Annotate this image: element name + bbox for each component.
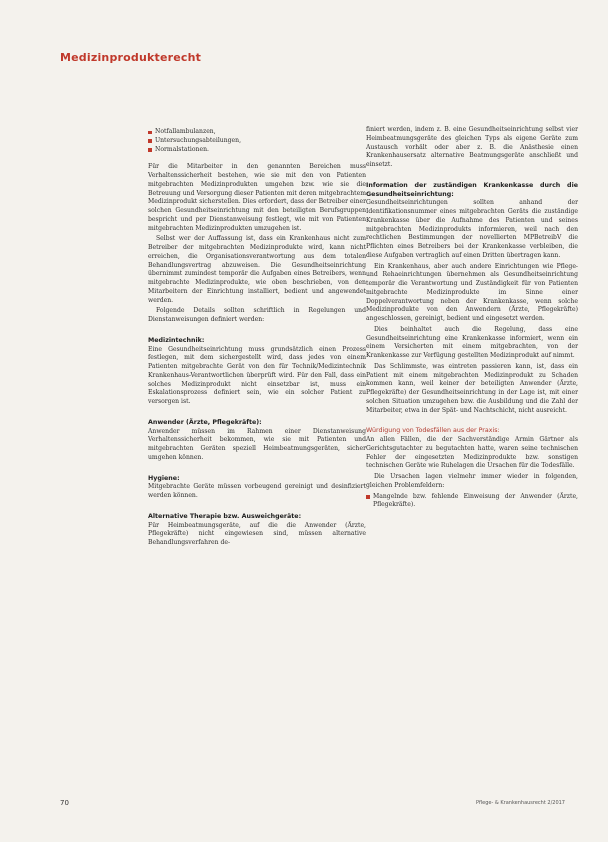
list-item: Untersuchungsabteilungen, (148, 137, 366, 146)
subheading: Anwender (Ärzte, Pflegekräfte): (148, 418, 262, 426)
journal-footer: Pflege- & Krankenhausrecht 2/2017 (476, 800, 565, 806)
paragraph: Für Heimbeatmungsgeräte, auf die die Anwender (Ärzte, Pflegekräfte) nicht eingewiesen sind, müssen alternative Behandlungsverfahren de- (148, 521, 366, 546)
paragraph: Dies beinhaltet auch die Regelung, dass eine Gesundheitseinrichtung eine Krankenkasse informiert, wenn ein einem Versicherten mit einem mitgebrachten, von der Krankenkasse zur Verfügung gestellten Medizinprodukt auf nimmt. (366, 325, 578, 359)
subheading: Alternative Therapie bzw. Ausweichgeräte: (148, 512, 302, 520)
list-item: Normalstationen. (148, 146, 366, 155)
page-number: 70 (60, 799, 69, 807)
bullet-list (366, 493, 578, 511)
paragraph: Anwender müssen im Rahmen einer Dienstanweisung Verhaltenssicherheit bekommen, wie sie mit Patienten und mitgebrachten Geräten speziell Heimbeatmungsgeräten, sicher umgehen können. (148, 427, 366, 461)
paragraph: Die Ursachen lagen vielmehr immer wieder in folgenden, gleichen Problemfeldern: (366, 473, 578, 489)
paragraph: Folgende Details sollten schriftlich in Regelungen und Dienstanweisungen definiert werden: (148, 307, 366, 323)
list-item: Mangelnde bzw. fehlende Einweisung der Anwender (Ärzte, Pflegekräfte). (366, 493, 578, 511)
left-column (148, 128, 366, 550)
paragraph: finiert werden, indem z. B. eine Gesundheitseinrichtung selbst vier Heimbeatmungsgeräte des gleichen Typs als eigene Geräte zum Austausch vorhält oder aber z. B. die Anästhesie einen Krankenhausersatz alternative Beatmungsgeräte anschließt und einsetzt. (366, 126, 578, 168)
right-column (366, 126, 578, 514)
paragraph: An allen Fällen, die der Sachverständige Armin Gärtner als Gerichtsgutachter zu begutachten hatte, waren seine technischen Fehler der eingesetzten Medizinprodukte bzw. sonstigen technischen Geräte wie Ruhelagen die Ursachen für die Todesfälle. (366, 436, 578, 470)
subheading: Würdigung von Todesfällen aus der Praxis: (366, 427, 500, 435)
subheading: Medizintechnik: (148, 336, 205, 344)
subheading: Information der zuständigen Krankenkasse durch die Gesundheitseinrichtung: (366, 181, 578, 198)
list-item: Notfallambulanzen, (148, 128, 366, 137)
paragraph: Eine Gesundheitseinrichtung muss grundsätzlich einen Prozess festlegen, mit dem sichergestellt wird, dass jedes von einem Patienten mitgebrachte Gerät von den für Technik/Medizintechnik Krankenhaus-Verantwortlichen überprüft wird. Für den Fall, dass ein solches Medizinprodukt nicht einsetzbar ist, muss ein Eskalationsprozess definiert sein, wie ein solcher Patient zu versorgen ist. (148, 345, 366, 405)
paragraph: Für die Mitarbeiter in den genannten Bereichen muss Verhaltenssicherheit bestehen, wie sie mit den von Patienten mitgebrachten Medizinprodukten umgehen bzw. wie sie die Betreuung und Versorgung dieser Patienten mit deren mitgebrachtem Medizinprodukt sicherstellen. Dies erfordert, dass der Betreiber einer solchen Gesundheitseinrichtung mit den beteiligten Berufsgruppen bespricht und per Dienstanweisung festlegt, wie mit von Patienten mitgebrachten Medizinprodukten umzugehen ist. (148, 163, 366, 232)
paragraph: Selbst wer der Auffassung ist, dass ein Krankenhaus nicht zum Betreiber der mitgebrachten Medizinprodukte wird, kann nicht erreichen, die Organisationsverantwortung aus dem totalen Behandlungsvertrag abzuweisen. Die Gesundheitseinrichtung übernimmt zumindest temporär die Aufgaben eines Betreibers, wenn mitgebrachte Medizinprodukte, wie oben beschrieben, von den Mitarbeitern der Einrichtung installiert, bedient und angewendet werden. (148, 235, 366, 304)
paragraph: Das Schlimmste, was eintreten passieren kann, ist, dass ein Patient mit einem mitgebrachten Medizinprodukt zu Schaden kommen kann, weil keiner der beteiligten Anwender (Ärzte, Pflegekräfte) der Gesundheitseinrichtung in der Lage ist, mit einer solchen Situation umzugehen bzw. die Ausbildung und die Zahl der Mitarbeiter, etwa in der Spät- und Nachtschicht, nicht ausreicht. (366, 362, 578, 414)
bullet-list (148, 128, 366, 154)
section-title: Medizinprodukterecht (60, 51, 202, 64)
paragraph: Ein Krankenhaus, aber auch andere Einrichtungen wie Pflege- und Rehaeinrichtungen übernehmen als Gesundheitseinrichtung temporär die Verantwortung und Zuständigkeit für von Patienten mitgebrachte Medizinprodukte im Sinne einer Doppelverantwortung neben der Krankenkasse, wenn solche Medizinprodukte von den Anwendern (Ärzte, Pflegekräfte) angeschlossen, gereinigt, bedient und eingesetzt werden. (366, 262, 578, 322)
paragraph: Mitgebrachte Geräte müssen vorbeugend gereinigt und desinfiziert werden können. (148, 483, 366, 499)
subheading: Hygiene: (148, 474, 180, 482)
paragraph: Gesundheitseinrichtungen sollten anhand der Identifikationsnummer eines mitgebrachten Geräts die zuständige Krankenkasse über die Aufnahme des Patienten und seines mitgebrachten Medizinprodukts informieren, weil nach den rechtlichen Bestimmungen der novellierten MPBetreibV die Pflichten eines Betreibers bei der Krankenkasse verbleiben, die diese Aufgaben vertraglich auf einen Dritten übertragen kann. (366, 199, 578, 259)
